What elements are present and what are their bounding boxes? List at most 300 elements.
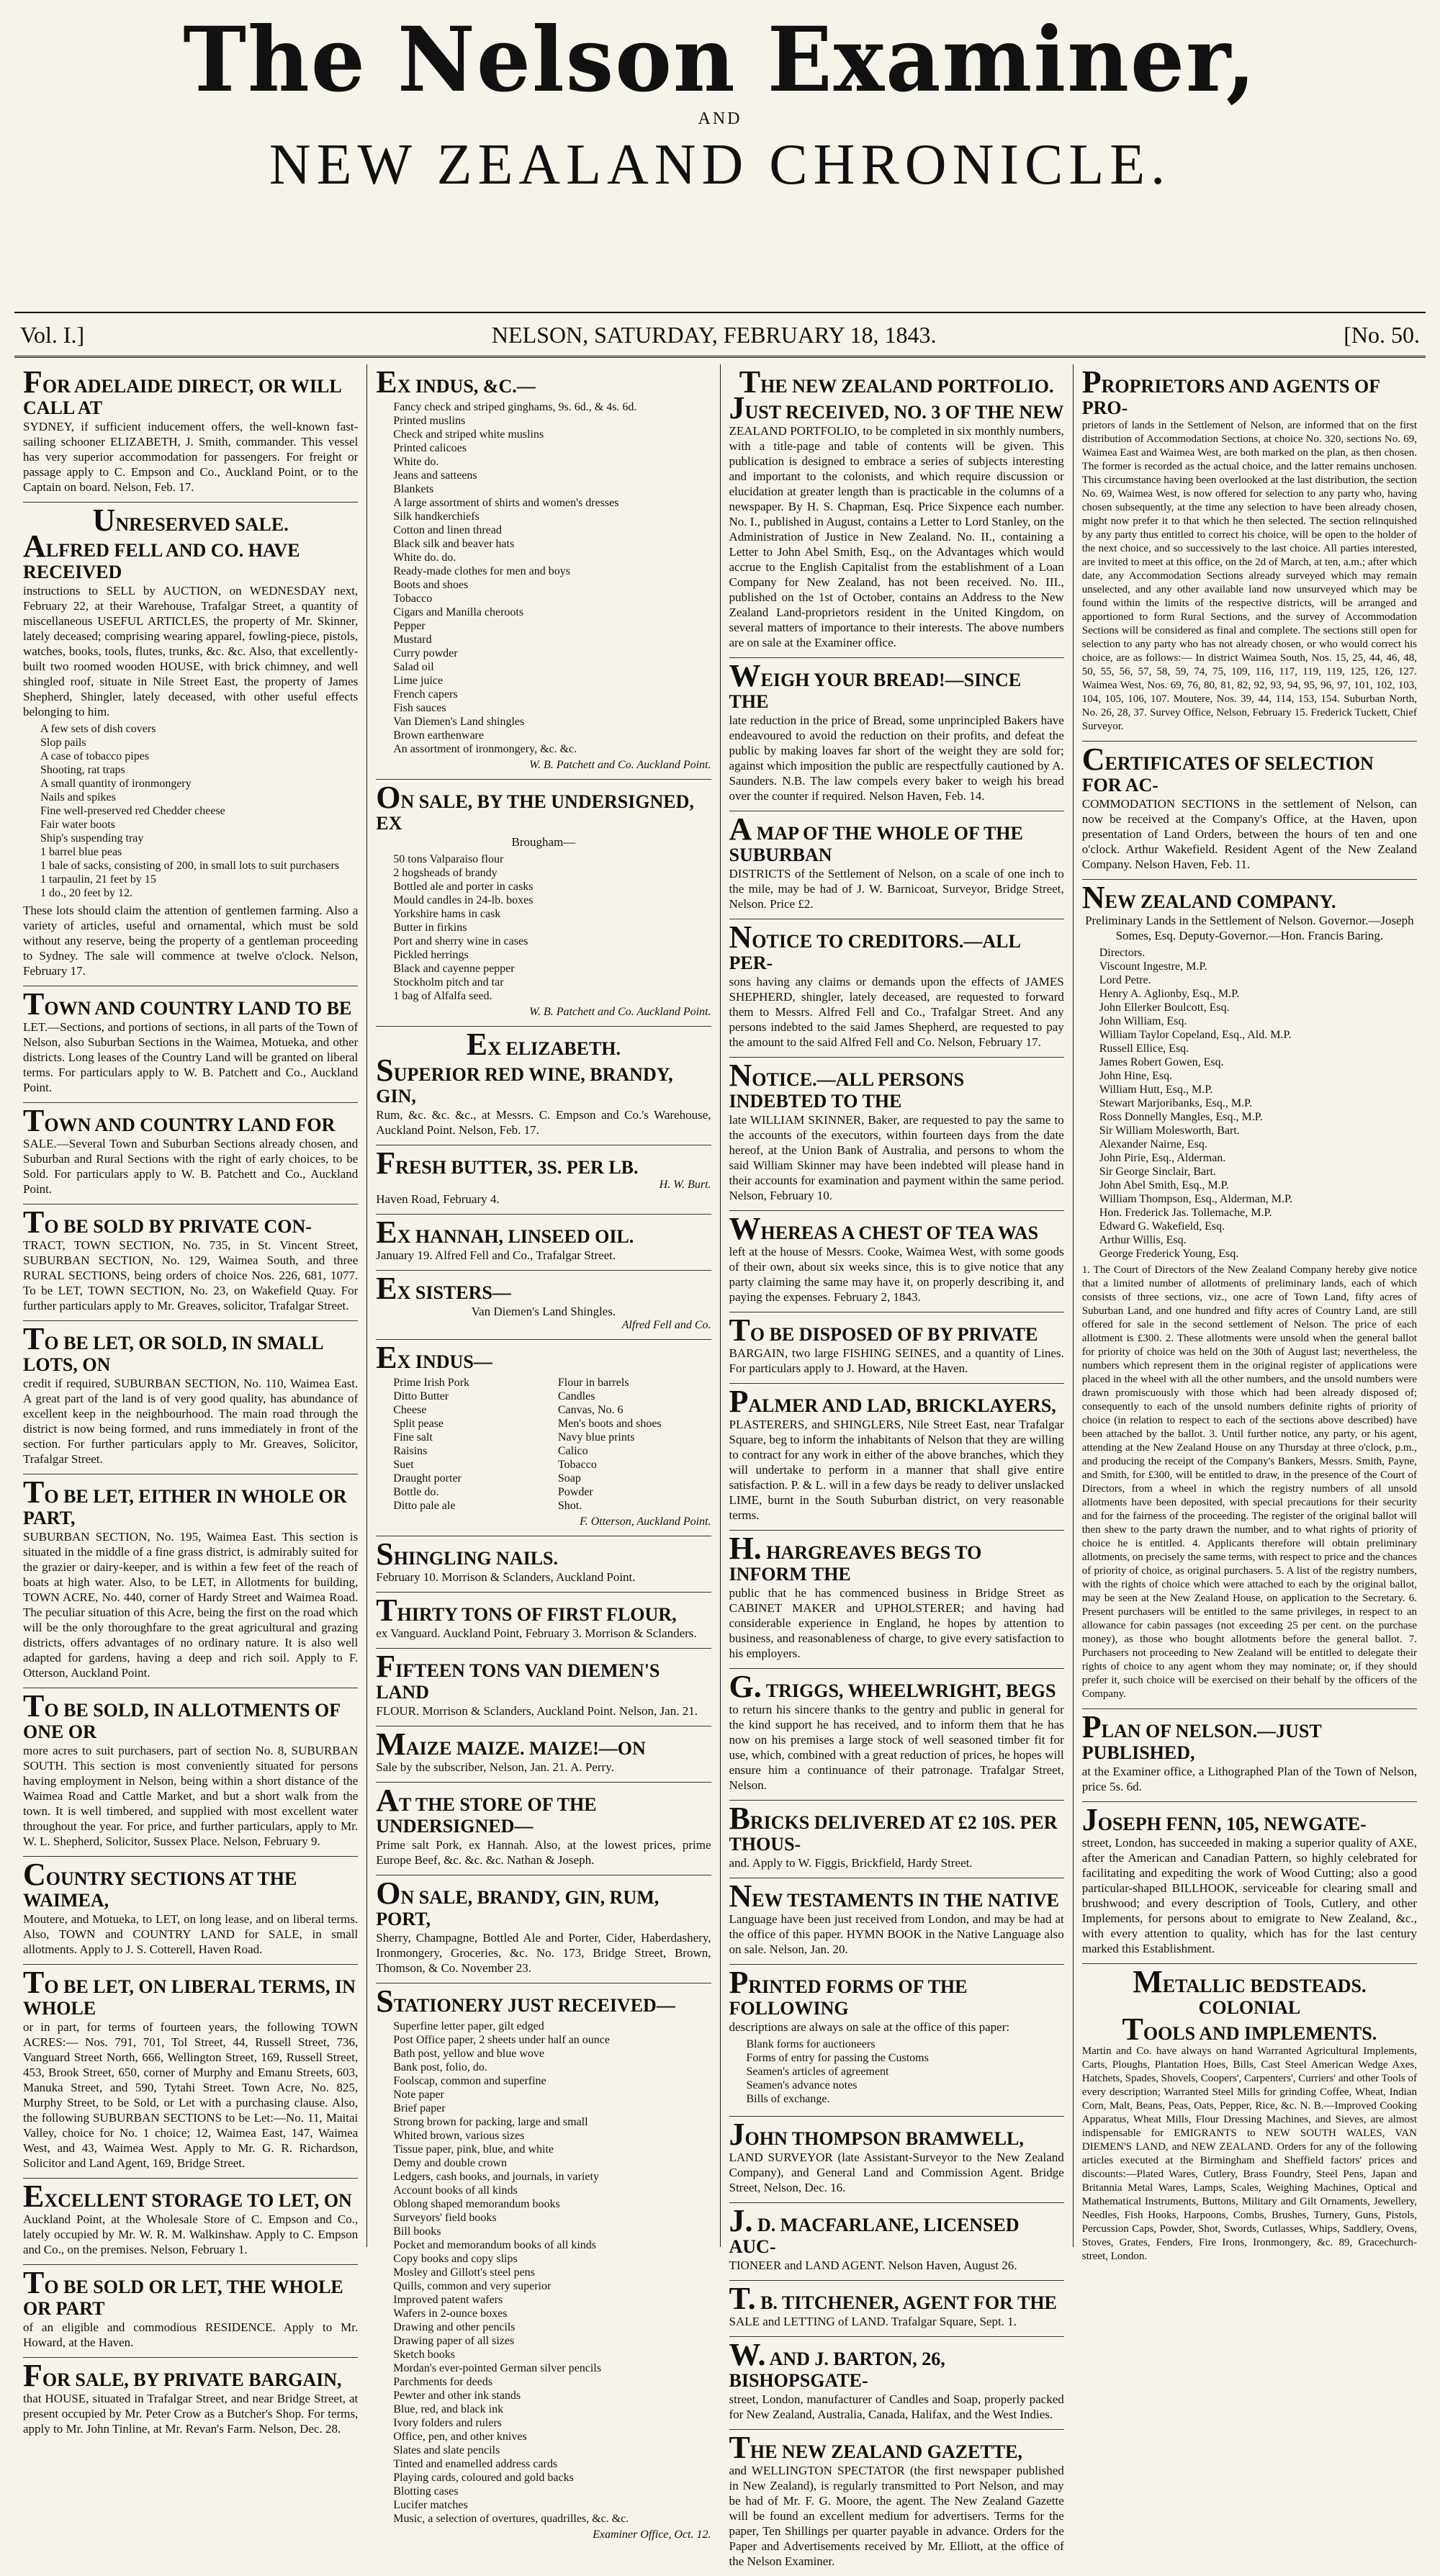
list-item: A few sets of dish covers xyxy=(40,723,156,735)
list-item: Check and striped white muslins xyxy=(393,428,544,441)
list-item: Shot. xyxy=(557,1500,582,1512)
ad-body: ZEALAND PORTFOLIO, to be completed in six monthly numbers, with a title-page and table of contents will be given. This publication is designed to embrace a series of subjects interesting and important to the colonists, and which require discussion or elucidation at greater length than is practicable in the columns of a newspaper. By H. S. Chapman, Esq. Price Sixpence each number. No. I., published in August, contains a Letter to Lord Stanley, on the Administration of Justice in New Zealand. No. II., containing a Letter to John Abel Smith, Esq., on the Advantages which would accrue to the English Capitalist from the establishment of a Loan Company for New Zealand, has not been received. No. III., published on the 1st of October, contains an Address to the New Zealand Land-proprietors resident in the United Kingdom, on several matters of importance to their interests. The above numbers are on sale at the Examiner office. xyxy=(729,424,1064,649)
list-item: Ledgers, cash books, and journals, in variety xyxy=(393,2171,599,2183)
advertisement xyxy=(376,1271,711,1340)
advertisement xyxy=(23,1204,358,1321)
advertisement xyxy=(23,1321,358,1474)
list-item: Music, a selection of overtures, quadrilles, &c. &c. xyxy=(393,2513,629,2525)
list-item: White do. xyxy=(393,456,439,468)
advertisement xyxy=(376,1145,711,1215)
advertisement xyxy=(23,1103,358,1204)
list-item: Viscount Ingestre, M.P. xyxy=(1099,960,1207,973)
ad-body: descriptions are always on sale at the office of this paper: xyxy=(729,2020,1010,2034)
ad-signature: H. W. Burt. xyxy=(659,1179,711,1191)
list-item: Nails and spikes xyxy=(40,791,116,803)
ad-body: Moutere, and Motueka, to LET, on long lease, and on liberal terms. Also, TOWN and COUNTRY LAND for SALE, in small allotments. Apply to J. S. Cotterell, Haven Road. xyxy=(23,1912,359,1956)
list-item: Bills of exchange. xyxy=(746,2093,830,2105)
advertisement xyxy=(376,1783,711,1875)
ad-body: and WELLINGTON SPECTATOR (the first newspaper published in New Zealand), is regularly transmitted to Port Nelson, and may be had of Mr. F. G. Moore, the agent. The New Zealand Gazette will be found an excellent medium for advertisers. Terms for the paper, Ten Shillings per quarter payable in advance. Orders for the Paper and Advertisements received by Mr. Elliott, at the office of the Nelson Examiner. xyxy=(729,2464,1064,2568)
advertisement xyxy=(23,2358,358,2444)
masthead xyxy=(0,6,1440,199)
ad-body: at the Examiner office, a Lithographed Plan of the Town of Nelson, price 5s. 6d. xyxy=(1081,1765,1417,1793)
column-3 xyxy=(720,364,1073,2568)
list-item: Drawing and other pencils xyxy=(393,2321,516,2333)
dateline xyxy=(14,312,1426,358)
ad-heading: TO BE SOLD OR LET, THE WHOLE OR PART xyxy=(23,2265,343,2319)
ad-signature: Examiner Office, Oct. 12. xyxy=(593,2528,711,2541)
advertisement xyxy=(376,1027,711,1145)
list-item: Arthur Willis, Esq. xyxy=(1099,1234,1187,1246)
list-item: Calico xyxy=(557,1445,588,1457)
list-item: Pocket and memorandum books of all kinds xyxy=(393,2239,596,2251)
advertisement xyxy=(376,780,711,1027)
ad-body: 1. The Court of Directors of the New Zealand Company hereby give notice that a limited number of allotments of preliminary lands, each of which consists of three sections, viz., one acre of Town Land, fifty acres of Suburban Land, and one hundred and fifty acres of Country Land, are still offered for sale in the second settlement of Nelson. The price of each allotment is £300. 2. These allotments were unsold when the general ballot for priority of choice was held on the 30th of August last; nevertheless, the numbers which represent them in the original register of applications were placed in the wheel with all the other numbers, and the unsold numbers were drawn promiscuously with those which had been already disposed of; consequently to each of the unsold numbers definite rights of priority of choice (in relation to respect to each of the sections above described) have been attached by the ballot. 3. Until further notice, any party, or his agent, attending at the New Zealand House on any Thursday at three o'clock, p.m., and producing the receipt of the Company's Bankers, Messrs. Smith, Payne, and Smith, for £300, will be entitled to draw, in the presence of the Court of Directors, from a wheel in which the registry numbers of all unsold allotments have been deposited, with special precautions for their security and for the fairness of the proceeding. The register of the original ballot will then shew to the party drawn the number, and to what rights of priority of choice he is entitled. 4. Applicants therefore will obtain preliminary allotments, on precisely the same terms, with respect to price and the chances of priority of choice, as original purchasers. 5. A list of the registry numbers, with the rights of choice which were attached to each by the original ballot, may be seen at the New Zealand House, on application to the Secretary. 6. Present purchasers will be entitled to the same privileges, in respect to an allowance for cabin passages (not exceeding 25 per cent. on the purchase money), as those who bought allotments before the general ballot. 7. Purchasers not proceeding to New Zealand will be entitled to delegate their rights of choice to any agent whom they may nominate; or, if they should prefer it, such choice will be exercised on their behalf by the officers of the Company. xyxy=(1081,1264,1417,1700)
ad-subheading: TOOLS AND IMPLEMENTS. xyxy=(1122,2012,1377,2047)
ad-heading: NOTICE TO CREDITORS.—ALL PER- xyxy=(729,919,1020,973)
newspaper-page xyxy=(0,6,1440,2568)
ad-body: DISTRICTS of the Settlement of Nelson, on a scale of one inch to the mile, may be had of J. W. Barnicoat, Surveyor, Bridge Street, Nelson. Price £2. xyxy=(729,867,1064,911)
ad-body: or in part, for terms of fourteen years, the following TOWN ACRES:— Nos. 791, 701, Tol Street, 44, Russell Street, 736, Vanguard Street North, 666, Wellington Street, 169, Russell Street, 453, Brook Street, 650, corner of Murphy and Emanu Streets, 603, Manuka Street, and 590, Tytahi Street. Town Acre, No. 825, Murphy Street, to be Sold, or Let with a purchasing clause. Also, the following SUBURBAN SECTIONS to be Let:—No. 11, Maitai Valley, choice for No. 1 choice; 12, Waimea East, 147, Waimea West, and 43, Waimea West. Apply to Mr. G. R. Richardson, Solicitor and Land Agent, 169, Bridge Street. xyxy=(23,2020,359,2170)
item-list xyxy=(747,2037,1064,2106)
list-item: Stockholm pitch and tar xyxy=(393,976,504,988)
list-item: 1 bale of sacks, consisting of 200, in small lots to suit purchasers xyxy=(40,860,340,872)
advertisement xyxy=(376,1726,711,1783)
advertisement xyxy=(729,811,1064,919)
ad-signature: Alfred Fell and Co. xyxy=(621,1319,711,1331)
ad-body: instructions to SELL by AUCTION, on WEDNESDAY next, February 22, at their Warehouse, Trafalgar Street, a quantity of miscellaneous USEFUL ARTICLES, the property of Mr. Skinner, lately deceased; comprising wearing apparel, fowling-piece, pistols, watches, books, tools, flutes, trunks, &c. &c. Also, that excellently-built two roomed wooden HOUSE, with brick chimney, and well shingled roof, situate in Nile Street East, the property of James Shepherd, Shingler, lately deceased, with other useful effects belonging to him. xyxy=(23,584,359,719)
advertisement xyxy=(1082,364,1417,742)
ad-body: Preliminary Lands in the Settlement of Nelson. Governor.—Joseph Somes, Esq. Deputy-Governor.—Hon. Francis Baring. xyxy=(1085,914,1414,942)
advertisement xyxy=(23,1688,358,1857)
list-item: Lucifer matches xyxy=(393,2499,468,2511)
ad-heading: TOWN AND COUNTRY LAND TO BE xyxy=(23,986,352,1022)
ad-body: BARGAIN, two large FISHING SEINES, and a quantity of Lines. For particulars apply to J. Howard, at the Haven. xyxy=(729,1346,1064,1375)
list-item: Raisins xyxy=(393,1445,428,1457)
list-item: Bottled ale and porter in casks xyxy=(393,881,534,893)
ad-heading: TO BE SOLD BY PRIVATE CON- xyxy=(23,1204,312,1240)
advertisement xyxy=(1082,742,1417,880)
ad-heading: EX INDUS— xyxy=(376,1340,492,1375)
list-item: Mustard xyxy=(393,634,432,646)
ad-body: TRACT, TOWN SECTION, No. 735, in St. Vincent Street, SUBURBAN SECTION, No. 129, Waimea South, and three RURAL SECTIONS, being orders of choice Nos. 226, 681, 1077. To be LET, TOWN SECTION, No. 23, on Wakefield Quay. For further particulars apply to Mr. Greaves, solicitor, Trafalgar Street. xyxy=(23,1238,359,1312)
list-item: 1 do., 20 feet by 12. xyxy=(40,887,132,899)
ad-heading: THE NEW ZEALAND PORTFOLIO. xyxy=(739,364,1054,400)
list-item: Ship's suspending tray xyxy=(40,832,144,845)
list-item: Curry powder xyxy=(393,647,458,659)
ad-heading: AT THE STORE OF THE UNDERSIGNED— xyxy=(376,1783,597,1837)
list-item: Brief paper xyxy=(393,2102,446,2115)
list-item: Demy and double crown xyxy=(393,2157,507,2169)
advertisement xyxy=(23,2179,358,2265)
ad-body: street, London, manufacturer of Candles and Soap, properly packed for New Zealand, Australia, Canada, Halifax, and the West Indies. xyxy=(729,2392,1064,2421)
masthead-and: AND xyxy=(698,109,742,128)
ad-body: LAND SURVEYOR (late Assistant-Surveyor to the New Zealand Company), and General Land and Commission Agent. Bridge Street, Nelson, Dec. 16. xyxy=(729,2151,1064,2194)
advertisement xyxy=(23,503,358,986)
list-item: Sketch books xyxy=(393,2348,456,2361)
ad-body: PLASTERERS, and SHINGLERS, Nile Street East, near Trafalgar Square, beg to inform the inhabitants of Nelson that they are willing to contract for any work in either of the above branches, which they will undertake to perform in a manner that shall give entire satisfaction. P. & L. will in a few days be ready to deliver unslacked LIME, burnt in the South Suburban district, on very reasonable terms. xyxy=(729,1418,1064,1522)
ad-heading: COUNTRY SECTIONS AT THE WAIMEA, xyxy=(23,1857,297,1911)
ad-body: credit if required, SUBURBAN SECTION, No. 110, Waimea East. A great part of the land is of very good quality, has abundance of excellent keep in the neighbourhood. The main road through the district is now being formed, and runs immediately in front of the section. For further particulars apply to Mr. Greaves, Solicitor, Trafalgar Street. xyxy=(23,1377,359,1466)
ad-heading: EX ELIZABETH. xyxy=(466,1027,621,1062)
list-item: Bill books xyxy=(393,2225,441,2238)
list-item: Sir William Molesworth, Bart. xyxy=(1099,1125,1240,1137)
ad-subheading: ALFRED FELL AND CO. HAVE RECEIVED xyxy=(23,528,300,582)
volume-number: Vol. I.] xyxy=(20,322,85,348)
list-item: Men's boots and shoes xyxy=(557,1418,662,1430)
ad-heading: EX SISTERS— xyxy=(376,1271,511,1306)
list-item: Forms of entry for passing the Customs xyxy=(746,2052,929,2064)
list-item: Mosley and Gillott's steel pens xyxy=(393,2266,535,2279)
ad-heading: EX INDUS, &C.— xyxy=(376,364,536,400)
list-item: John Abel Smith, Esq., M.P. xyxy=(1099,1179,1229,1192)
ad-body: late reduction in the price of Bread, some unprincipled Bakers have endeavoured to avoid the reduction on their profits, and defeat the public by making loaves far short of the weight they are sold for; against which imposition the public are respectfully cautioned by A. Saunders. N.B. The law compels every baker to weigh his bread over the counter if required. Nelson Haven, Feb. 14. xyxy=(729,713,1064,803)
advertisement xyxy=(729,1312,1064,1384)
ad-heading: PRINTED FORMS OF THE FOLLOWING xyxy=(729,1965,968,2019)
advertisement xyxy=(729,2337,1064,2430)
list-item: Superfine letter paper, gilt edged xyxy=(393,2020,544,2032)
advertisement xyxy=(376,1983,711,2549)
list-item: Henry A. Aglionby, Esq., M.P. xyxy=(1099,988,1240,1000)
list-item: Stewart Marjoribanks, Esq., M.P. xyxy=(1099,1097,1253,1109)
ad-heading: EX HANNAH, LINSEED OIL. xyxy=(376,1215,634,1250)
advertisement xyxy=(23,1965,358,2179)
ad-heading: J. D. MACFARLANE, LICENSED AUC- xyxy=(729,2203,1020,2257)
list-item: Van Diemen's Land shingles xyxy=(393,716,525,728)
list-item: Slates and slate pencils xyxy=(393,2444,500,2456)
list-item: Powder xyxy=(557,1486,593,1498)
ad-heading: W. AND J. BARTON, 26, BISHOPSGATE- xyxy=(729,2337,945,2391)
list-item: Brown earthenware xyxy=(393,729,484,742)
list-item: Black silk and beaver hats xyxy=(393,538,515,550)
ad-body: February 10. Morrison & Sclanders, Auckland Point. xyxy=(376,1570,636,1584)
list-item: Improved patent wafers xyxy=(393,2294,503,2306)
advertisement xyxy=(729,2430,1064,2576)
list-item: Cigars and Manilla cheroots xyxy=(393,606,524,618)
ad-heading: BRICKS DELIVERED AT £2 10S. PER THOUS- xyxy=(729,1801,1058,1855)
item-list xyxy=(393,400,711,756)
ad-heading: THIRTY TONS OF FIRST FLOUR, xyxy=(376,1593,677,1628)
list-item: Split pease xyxy=(393,1418,444,1430)
advertisement xyxy=(1082,1709,1417,1802)
list-item: John William, Esq. xyxy=(1099,1015,1187,1027)
list-item: 2 hogsheads of brandy xyxy=(393,867,498,879)
ad-heading: UNRESERVED SALE. xyxy=(92,503,289,538)
ad-heading: NEW ZEALAND COMPANY. xyxy=(1081,880,1336,915)
advertisement xyxy=(23,1857,358,1965)
advertisement xyxy=(23,2265,358,2358)
list-item: Strong brown for packing, large and small xyxy=(393,2116,588,2128)
ad-signature: W. B. Patchett and Co. Auckland Point. xyxy=(529,759,711,771)
ad-heading: H. HARGREAVES BEGS TO INFORM THE xyxy=(729,1531,982,1585)
ad-heading: ON SALE, BY THE UNDERSIGNED, EX xyxy=(376,780,694,834)
ad-body: January 19. Alfred Fell and Co., Trafalgar Street. xyxy=(376,1248,616,1262)
list-item: Alexander Nairne, Esq. xyxy=(1099,1138,1207,1150)
ad-heading: TO BE LET, OR SOLD, IN SMALL LOTS, ON xyxy=(23,1321,323,1375)
advertisement xyxy=(376,1875,711,1983)
advertisement xyxy=(729,1211,1064,1312)
list-item: Shooting, rat traps xyxy=(40,764,125,776)
list-item: Canvas, No. 6 xyxy=(557,1404,624,1416)
list-item: Draught porter xyxy=(393,1472,462,1485)
list-item: Pickled herrings xyxy=(393,949,469,961)
list-item: Yorkshire hams in cask xyxy=(393,908,501,920)
list-item: Copy books and copy slips xyxy=(393,2253,518,2265)
ad-body: SYDNEY, if sufficient inducement offers, the well-known fast-sailing schooner ELIZABETH, J. Smith, commander. This vessel has very superior accommodation for passengers. For freight or passage apply to C. Empson and Co., Auckland Point, or to the Captain on board. Nelson, Feb. 17. xyxy=(23,420,359,494)
list-item: Blankets xyxy=(393,483,434,495)
item-list xyxy=(393,2019,711,2526)
list-item: Prime Irish Pork xyxy=(393,1377,470,1389)
advertisement xyxy=(376,1649,711,1726)
ad-body: Martin and Co. have always on hand Warranted Agricultural Implements, Carts, Ploughs, Plantation Hoes, Bills, Cast Steel American Wedge Axes, Hatchets, Spades, Shovels, Coopers', Carpenters', Curriers' and other Tools of every description; Warranted Steel Mills for grinding Coffee, Wheat, Indian Corn, Malt, Beans, Peas, Oats, Pepper, Rice, &c. N. B.—Improved Cooking Apparatus, Wheat Mills, Flour Dressing Machines, and Sieves, are almost indispensable for EMIGRANTS to NEW SOUTH WALES, VAN DIEMEN'S LAND, and NEW ZEALAND. Orders for any of the following articles executed at the Birmingham and Sheffield factors' prices and discounts:—Plated Wares, Cutlery, Brass Foundry, Steel Pens, Japan and Britannia Metal Wares, Lamps, Scales, Weighing Machines, Optical and Mathematical Instruments, Buttons, Military and Gilt Ornaments, Jewellery, Needles, Fish Hooks, Harpoons, Combs, Brushes, Turnery, Guns, Pistols, Percussion Caps, Powder, Shot, Swords, Cutlasses, Whips, Saddlery, Ovens, Stoves, Grates, Fenders, Fire Irons, Ironmongery, &c. 89, Gracechurch-street, London. xyxy=(1081,2045,1417,2262)
ad-body: Rum, &c. &c. &c., at Messrs. C. Empson and Co.'s Warehouse, Auckland Point. Nelson, Feb. 17. xyxy=(376,1108,711,1137)
newspaper-subtitle: NEW ZEALAND CHRONICLE. xyxy=(269,133,1171,197)
list-item: A large assortment of shirts and women's dresses xyxy=(393,497,619,509)
newspaper-title: The Nelson Examiner, xyxy=(183,6,1257,112)
ad-body: Van Diemen's Land Shingles. xyxy=(471,1305,616,1318)
advertisement xyxy=(729,658,1064,811)
list-item: Mould candles in 24-lb. boxes xyxy=(393,894,534,906)
advertisement xyxy=(23,1474,358,1688)
list-item: 1 tarpaulin, 21 feet by 15 xyxy=(40,873,156,886)
advertisement xyxy=(729,1669,1064,1801)
list-item: Printed calicoes xyxy=(393,442,467,454)
ad-heading: PLAN OF NELSON.—JUST PUBLISHED, xyxy=(1081,1709,1322,1763)
ad-heading: SHINGLING NAILS. xyxy=(376,1536,559,1572)
ad-body: Prime salt Pork, ex Hannah. Also, at the lowest prices, prime Europe Beef, &c. &c. &c. Nathan & Joseph. xyxy=(376,1838,711,1867)
list-item: Russell Ellice, Esq. xyxy=(1099,1042,1189,1055)
ad-signature: W. B. Patchett and Co. Auckland Point. xyxy=(529,1006,711,1018)
ad-heading: CERTIFICATES OF SELECTION FOR AC- xyxy=(1081,742,1374,796)
ad-heading: FOR ADELAIDE DIRECT, OR WILL CALL AT xyxy=(23,364,341,418)
ad-body: of an eligible and commodious RESIDENCE. Apply to Mr. Howard, at the Haven. xyxy=(23,2320,359,2349)
list-item: Silk handkerchiefs xyxy=(393,510,480,523)
advertisement xyxy=(729,2203,1064,2281)
ad-body: TIONEER and LAND AGENT. Nelson Haven, August 26. xyxy=(729,2258,1017,2272)
list-item: Wafers in 2-ounce boxes xyxy=(393,2307,508,2320)
list-item: A small quantity of ironmongery xyxy=(40,778,192,790)
list-item: Fair water boots xyxy=(40,819,115,831)
list-item: Printed muslins xyxy=(393,415,466,427)
ad-body: Auckland Point, at the Wholesale Store of C. Empson and Co., lately occupied by Mr. W. R. M. Walkinshaw. Apply to C. Empson and Co., on the premises. Nelson, February 1. xyxy=(23,2212,359,2256)
list-item: Mordan's ever-pointed German silver pencils xyxy=(393,2362,601,2374)
list-item: French capers xyxy=(393,688,458,701)
advertisement xyxy=(376,1536,711,1593)
advertisement xyxy=(376,1340,711,1536)
list-item: James Robert Gowen, Esq. xyxy=(1099,1056,1224,1068)
ad-body: LET.—Sections, and portions of sections, in all parts of the Town of Nelson, also Suburban Sections in the Waimea, Motueka, and other districts. Long leases of the Country Land will be granted on liberal terms. For particulars apply to W. B. Patchett and Co., Auckland Point. xyxy=(23,1020,359,1094)
ad-heading: WEIGH YOUR BREAD!—SINCE THE xyxy=(729,658,1022,712)
ad-heading: MAIZE MAIZE. MAIZE!—ON xyxy=(376,1726,646,1762)
list-item: 1 barrel blue peas xyxy=(40,846,122,858)
column-2 xyxy=(366,364,719,2541)
ad-body: sons having any claims or demands upon the effects of JAMES SHEPHERD, shingler, lately deceased, are requested to forward them to Messrs. Alfred Fell and Co., Trafalgar Street. And any persons indebted to the said James Shepherd, are requested to pay the amount to the said Alfred Fell and Co. Nelson, February 17. xyxy=(729,975,1064,1049)
item-list xyxy=(1099,946,1417,1261)
list-item: William Thompson, Esq., Alderman, M.P. xyxy=(1099,1193,1293,1205)
ad-body: Sale by the subscriber, Nelson, Jan. 21. A. Perry. xyxy=(376,1760,614,1774)
ad-body: SALE and LETTING of LAND. Trafalgar Square, Sept. 1. xyxy=(729,2315,1017,2328)
list-item: Pepper xyxy=(393,620,426,632)
advertisement xyxy=(729,1801,1064,1878)
ad-heading: TO BE LET, ON LIBERAL TERMS, IN WHOLE xyxy=(23,1965,356,2019)
column-4 xyxy=(1073,364,1426,2262)
list-item: Pewter and other ink stands xyxy=(393,2390,521,2402)
ad-heading: PROPRIETORS AND AGENTS OF PRO- xyxy=(1081,364,1380,418)
ad-body: FLOUR. Morrison & Sclanders, Auckland Point. Nelson, Jan. 21. xyxy=(376,1704,698,1718)
list-item: Navy blue prints xyxy=(557,1431,635,1444)
ad-heading: FIFTEEN TONS VAN DIEMEN'S LAND xyxy=(376,1649,660,1703)
list-item: Seamen's advance notes xyxy=(746,2079,858,2091)
advertisement xyxy=(376,364,711,780)
advertisement xyxy=(729,2281,1064,2337)
ad-heading: G. TRIGGS, WHEELWRIGHT, BEGS xyxy=(729,1669,1056,1704)
ad-body: Sherry, Champagne, Bottled Ale and Porter, Cider, Haberdashery, Ironmongery, Groceries, &c. No. 173, Bridge Street, Brown, Thomson, & Co. November 23. xyxy=(376,1931,711,1975)
ad-subheading: JUST RECEIVED, NO. 3 OF THE NEW xyxy=(729,390,1064,425)
list-item: Slop pails xyxy=(40,737,86,749)
list-item: John Ellerker Boulcott, Esq. xyxy=(1099,1001,1230,1014)
item-list xyxy=(393,852,711,1003)
ad-body: prietors of lands in the Settlement of Nelson, are informed that on the first distribution of Accommodation Sections, at choice No. 320, sections No. 69, Waimea East and Waimea West, are both marked on the plan, as then chosen. The former is recorded as the actual choice, and the latter remains unchosen. This circumstance having been overlooked at the last distribution, the section No. 69, Waimea West, is now offered for selection to any party who, having chosen subsequently, at the time any selection to have been already chosen, might now prefer it to that which he then selected. The section relinquished by any party thus entitled to correct his choice, will be open to the holder of the next choice, and so successively to the last choice. All parties interested, are invited to meet at this office, on the 2d of March, at ten, a.m.; after which date, any Accommodation Sections already surveyed which may remain unselected, and any other available land now unsurveyed which may be found within the limits of the respective districts, will be arranged and apportioned to form Rural Sections, and the survey of Accommodation Sections will be considered as final and complete. The sections still open for selection to any party who has not already chosen, or who would correct his choice, are as follows:— In district Waimea South, Nos. 15, 25, 44, 46, 48, 50, 55, 56, 57, 58, 59, 74, 75, 109, 116, 117, 119, 119, 125, 126, 127. Waimea West, Nos. 69, 76, 80, 81, 82, 92, 93, 94, 95, 96, 97, 101, 102, 103, 104, 105, 106, 107. Moutere, Nos. 39, 44, 114, 153, 154. Suburban North, No. 26, 28, 37. Survey Office, Nelson, February 15. Frederick Tuckett, Chief Surveyor. xyxy=(1081,420,1417,732)
advertisement xyxy=(729,364,1064,658)
list-item: Candles xyxy=(557,1390,595,1402)
column-1 xyxy=(14,364,366,2436)
ad-body: SALE.—Several Town and Suburban Sections already chosen, and Suburban and Rural Sections with the right of early choices, to be Sold. For particulars apply to W. B. Patchett and Co., Auckland Point. xyxy=(23,1137,359,1196)
list-item: Boots and shoes xyxy=(393,579,469,591)
ad-body: and. Apply to W. Figgis, Brickfield, Hardy Street. xyxy=(729,1856,973,1870)
list-item: Account books of all kinds xyxy=(393,2184,518,2197)
ad-body: ex Vanguard. Auckland Point, February 3. Morrison & Sclanders. xyxy=(376,1626,697,1640)
list-item: White do. do. xyxy=(393,551,456,564)
advertisement xyxy=(729,2117,1064,2203)
list-item: William Taylor Copeland, Esq., Ald. M.P. xyxy=(1099,1029,1292,1041)
columns xyxy=(14,364,1426,2568)
list-item: Tissue paper, pink, blue, and white xyxy=(393,2143,554,2156)
advertisement xyxy=(376,1215,711,1271)
list-item: Parchments for deeds xyxy=(393,2376,492,2388)
list-item: John Pirie, Esq., Alderman. xyxy=(1099,1152,1226,1164)
list-item: Cheese xyxy=(393,1404,427,1416)
list-item: Tobacco xyxy=(393,593,433,605)
ad-body: COMMODATION SECTIONS in the settlement of Nelson, can now be received at the Company's Office, at the Haven, upon presentation of Land Orders, between the hours of ten and one o'clock. Arthur Wakefield. Resident Agent of the New Zealand Company. Nelson Haven, Feb. 11. xyxy=(1081,797,1417,871)
ad-body: SUBURBAN SECTION, No. 195, Waimea East. This section is situated in the middle of a fine grass district, is admirably suited for the grazier or dairy-keeper, and is within a few feet of the reach of boats at high water. Also, to be LET, in Allotments for building, TOWN ACRE, No. 440, corner of Hardy Street and Waimea Road. The peculiar situation of this Acre, being the first on the road which will be the only thoroughfare to the great agricultural and grazing districts, offers advantages of no ordinary nature. It is also well adapted for gardens, having a deep and rich soil. Apply to F. Otterson, Auckland Point. xyxy=(23,1530,359,1680)
list-item: Ross Donnelly Mangles, Esq., M.P. xyxy=(1099,1111,1263,1123)
ad-heading: WHEREAS A CHEST OF TEA WAS xyxy=(729,1211,1039,1246)
list-item: Tinted and enamelled address cards xyxy=(393,2458,558,2470)
list-item: Note paper xyxy=(393,2089,444,2101)
advertisement xyxy=(23,364,358,503)
ad-body: more acres to suit purchasers, part of section No. 8, SUBURBAN SOUTH. This section is most conveniently situated for persons having employment in Nelson, being within a short distance of the Waimea Road and Cattle Market, and but a short walk from the town. It is well timbered, and supplied with most excellent water throughout the year. For price, and further particulars, apply to Mr. W. L. Shepherd, Solicitor, Sussex Place. Nelson, February 9. xyxy=(23,1744,359,1848)
list-item: Post Office paper, 2 sheets under half an ounce xyxy=(393,2034,610,2046)
list-item: Blotting cases xyxy=(393,2485,459,2498)
advertisement xyxy=(729,919,1064,1058)
advertisement xyxy=(729,1531,1064,1669)
item-list xyxy=(393,1376,711,1513)
advertisement xyxy=(729,1384,1064,1531)
list-item: John Hine, Esq. xyxy=(1099,1070,1173,1082)
ad-heading: THE NEW ZEALAND GAZETTE, xyxy=(729,2430,1022,2465)
issue-number: [No. 50. xyxy=(1344,322,1420,348)
advertisement xyxy=(1082,880,1417,1709)
list-item: Whited brown, various sizes xyxy=(393,2130,525,2142)
list-item: Salad oil xyxy=(393,661,434,673)
list-item: 50 tons Valparaiso flour xyxy=(393,853,504,865)
list-item: Ditto pale ale xyxy=(393,1500,456,1512)
list-item: George Frederick Young, Esq. xyxy=(1099,1248,1239,1260)
ad-body: that HOUSE, situated in Trafalgar Street, and near Bridge Street, at present occupied by Mr. Peter Crow as a Butcher's Shop. For terms, apply to Mr. John Tinline, at Mr. Revan's Farm. Nelson, Dec. 28. xyxy=(23,2392,359,2436)
list-item: Ditto Butter xyxy=(393,1390,449,1402)
list-item: Butter in firkins xyxy=(393,922,467,934)
list-item: Surveyors' field books xyxy=(393,2212,497,2224)
ad-body: left at the house of Messrs. Cooke, Waimea West, with some goods of their own, about six weeks since, this is to give notice that any party claiming the same may have it, on properly describing it, and paying the expenses. February 2, 1843. xyxy=(729,1245,1064,1304)
list-item: Jeans and satteens xyxy=(393,469,477,482)
list-item: Tobacco xyxy=(557,1459,597,1471)
ad-heading: JOHN THOMPSON BRAMWELL, xyxy=(729,2117,1024,2152)
list-item: Ivory folders and rulers xyxy=(393,2417,502,2429)
list-item: Fish sauces xyxy=(393,702,446,714)
list-item: Drawing paper of all sizes xyxy=(393,2335,515,2347)
advertisement xyxy=(1082,1802,1417,1964)
list-item: An assortment of ironmongery, &c. &c. xyxy=(393,743,577,755)
list-item: Fine well-preserved red Chedder cheese xyxy=(40,805,225,817)
ad-body: public that he has commenced business in Bridge Street as CABINET MAKER and UPHOLSTERER; and having had considerable experience in England, he hopes by attention to business, and reasonableness of charge, to give every satisfaction to his employers. xyxy=(729,1586,1064,1660)
ad-heading: NOTICE.—ALL PERSONS INDEBTED TO THE xyxy=(729,1058,965,1112)
ad-heading: ON SALE, BRANDY, GIN, RUM, PORT, xyxy=(376,1875,660,1929)
item-list xyxy=(40,722,358,900)
list-item: Port and sherry wine in cases xyxy=(393,935,528,947)
list-item: Bottle do. xyxy=(393,1486,439,1498)
ad-body: to return his sincere thanks to the gentry and public in general for the kind support he has received, and to inform them that he has now on his premises a large stock of well seasoned timber fit for use, which, combined with a great reduction of prices, he hopes will ensure him a continuance of their patronage. Trafalgar Street, Nelson. xyxy=(729,1703,1064,1792)
ad-heading: TO BE LET, EITHER IN WHOLE OR PART, xyxy=(23,1474,347,1528)
ad-subheading: SUPERIOR RED WINE, BRANDY, GIN, xyxy=(376,1053,673,1107)
list-item: Seamen's articles of agreement xyxy=(746,2066,889,2078)
advertisement xyxy=(729,1878,1064,1965)
list-item: Fancy check and striped ginghams, 9s. 6d., & 4s. 6d. xyxy=(393,401,637,413)
list-item: Suet xyxy=(393,1459,414,1471)
list-item: Quills, common and very superior xyxy=(393,2280,552,2292)
ad-body: These lots should claim the attention of gentlemen farming. Also a variety of articles, useful and ornamental, which must be sold without any reserve, being the property of a gentleman proceeding to Sydney. The sale will commence at twelve o'clock. Nelson, February 17. xyxy=(23,904,359,978)
advertisement xyxy=(23,986,358,1103)
ad-heading: TOWN AND COUNTRY LAND FOR xyxy=(23,1103,336,1138)
list-item: Oblong shaped memorandum books xyxy=(393,2198,560,2210)
ad-body: Language have been just received from London, and may be had at the office of this paper. HYMN BOOK in the Native Language also on sale. Nelson, Jan. 20. xyxy=(729,1912,1064,1956)
list-item: Blue, red, and black ink xyxy=(393,2403,504,2415)
list-item: Blank forms for auctioneers xyxy=(746,2038,876,2050)
issue-date: NELSON, SATURDAY, FEBRUARY 18, 1843. xyxy=(491,322,937,348)
list-item: Fine salt xyxy=(393,1431,433,1444)
list-item: Sir George Sinclair, Bart. xyxy=(1099,1166,1216,1178)
ad-heading: PALMER AND LAD, BRICKLAYERS, xyxy=(729,1384,1056,1419)
ad-heading: TO BE SOLD, IN ALLOTMENTS OF ONE OR xyxy=(23,1688,341,1742)
ad-heading: STATIONERY JUST RECEIVED— xyxy=(376,1983,675,2019)
advertisement xyxy=(729,1058,1064,1211)
list-item: Hon. Frederick Jas. Tollemache, M.P. xyxy=(1099,1207,1272,1219)
ad-body: Haven Road, February 4. xyxy=(376,1192,500,1206)
ad-signature: F. Otterson, Auckland Point. xyxy=(579,1516,711,1528)
ad-heading: FRESH BUTTER, 3S. PER LB. xyxy=(376,1145,639,1181)
list-item: Foolscap, common and superfine xyxy=(393,2075,546,2087)
list-item: Soap xyxy=(557,1472,581,1485)
list-item: Cotton and linen thread xyxy=(393,524,502,536)
ad-body: late WILLIAM SKINNER, Baker, are requested to pay the same to the accounts of the executors, within fourteen days from the date hereof, at the Union Bank of Australia, and persons to whom the said William Skinner may have been indebted will please hand in their accounts for examination and payment within the same period. Nelson, February 10. xyxy=(729,1113,1064,1202)
ad-heading: METALLIC BEDSTEADS. COLONIAL xyxy=(1133,1964,1367,2018)
advertisement xyxy=(376,1593,711,1649)
list-item: Ready-made clothes for men and boys xyxy=(393,565,570,577)
ad-heading: T. B. TITCHENER, AGENT FOR THE xyxy=(729,2281,1057,2316)
list-item: Directors. xyxy=(1099,947,1146,959)
ad-heading: A MAP OF THE WHOLE OF THE SUBURBAN xyxy=(729,811,1023,865)
list-item: Playing cards, coloured and gold backs xyxy=(393,2472,574,2484)
list-item: Bath post, yellow and blue wove xyxy=(393,2048,544,2060)
list-item: William Hutt, Esq., M.P. xyxy=(1099,1084,1213,1096)
